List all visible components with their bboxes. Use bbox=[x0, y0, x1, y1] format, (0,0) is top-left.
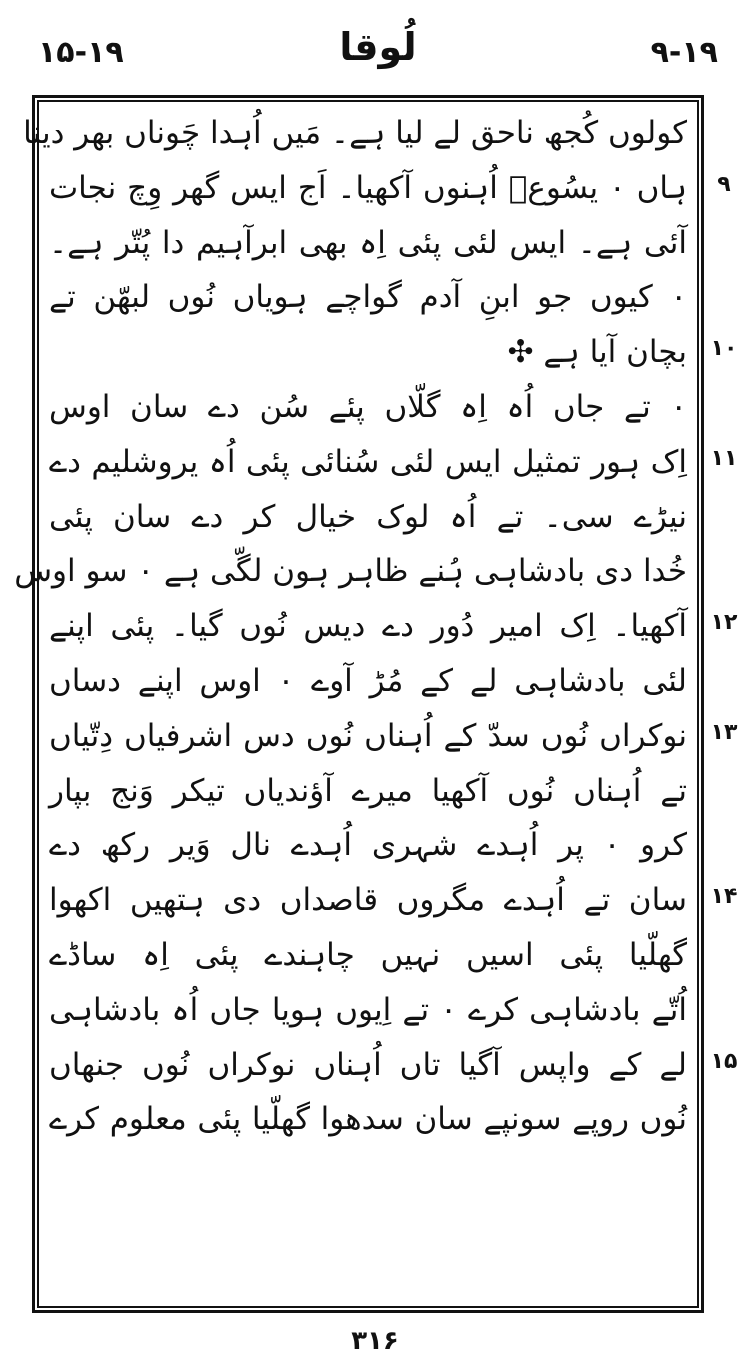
text-line: ہاں ۰ یسُوعؔ اُہنوں آکھیا۔ اَج ایس گھر وِچ نجات bbox=[49, 169, 687, 206]
verse-number-11: ۱۱ bbox=[710, 445, 738, 471]
text-line: کرو ۰ پر اُہدے شہری اُہدے نال وَیر رکھ دے bbox=[49, 827, 687, 864]
scripture-text-frame bbox=[14, 95, 704, 1313]
text-line: ۰ تے جاں اُہ اِہ گلّاں پئے سُن دے سان اوس bbox=[49, 388, 687, 425]
text-line: آکھیا۔ اِک امیر دُور دے دیس نُوں گیا۔ پئی اپنے bbox=[49, 608, 687, 645]
text-line: خُدا دی بادشاہی ہُنے ظاہر ہون لگّی ہے ۰ سو اوس bbox=[14, 553, 687, 590]
text-line: تے اُہناں نُوں آکھیا میرے آؤندیاں تیکر وَنج بپار bbox=[49, 772, 687, 809]
text-line: نوکراں نُوں سدّ کے اُہناں نُوں دس اشرفیاں دِتّیاں bbox=[49, 717, 687, 754]
text-line: نُوں روپے سونپے سان سدھوا گھلّیا پئی معلوم کرے bbox=[49, 1101, 687, 1138]
text-line: لئی بادشاہی لے کے مُڑ آوے ۰ اوس اپنے دساں bbox=[49, 662, 687, 699]
verse-number-margin bbox=[708, 103, 750, 1321]
verse-number-9: ۹ bbox=[717, 171, 731, 197]
chapter-verse-range-start: ۹-۱۹ bbox=[650, 35, 718, 70]
text-line: گھلّیا پئی اسیں نہیں چاہندے پئی اِہ ساڈے bbox=[49, 936, 687, 973]
book-title: لُوقا bbox=[339, 25, 417, 69]
text-line: ۰ کیوں جو ابنِ آدم گواچے ہویاں نُوں لبھّن تے bbox=[49, 279, 687, 316]
text-line: اُتّے بادشاہی کرے ۰ تے اِیوں ہویا جاں اُہ بادشاہی bbox=[49, 991, 688, 1028]
verse-number-14: ۱۴ bbox=[710, 884, 738, 910]
page-number: ۳۱۶ bbox=[351, 1326, 399, 1356]
text-line: کولوں کُجھ ناحق لے لیا ہے۔ مَیں اُہدا چَوناں بھر دینا bbox=[23, 115, 687, 151]
chapter-verse-range-end: ۱۵-۱۹ bbox=[38, 35, 124, 70]
verse-number-12: ۱۲ bbox=[710, 610, 738, 636]
text-line: لے کے واپس آگیا تاں اُہناں نوکراں نُوں جنھاں bbox=[49, 1046, 687, 1083]
text-line: نیڑے سی۔ تے اُہ لوک خیال کر دے سان پئی bbox=[49, 498, 687, 535]
scripture-text bbox=[14, 106, 688, 1302]
text-line: بچان آیا ہے ✣ bbox=[507, 334, 687, 371]
text-line: آئی ہے۔ ایس لئی پئی اِہ بھی ابرآہیم دا پُتّر ہے۔ bbox=[49, 224, 687, 261]
verse-number-15: ۱۵ bbox=[710, 1048, 738, 1074]
text-line: سان تے اُہدے مگروں قاصداں دی ہتھیں اکھوا bbox=[49, 882, 687, 919]
page-header bbox=[38, 25, 718, 75]
verse-number-10: ۱۰ bbox=[710, 336, 738, 362]
verse-number-13: ۱۳ bbox=[710, 719, 738, 745]
text-line: اِک ہور تمثیل ایس لئی سُنائی پئی اُہ یروشلیم دے bbox=[49, 443, 687, 480]
